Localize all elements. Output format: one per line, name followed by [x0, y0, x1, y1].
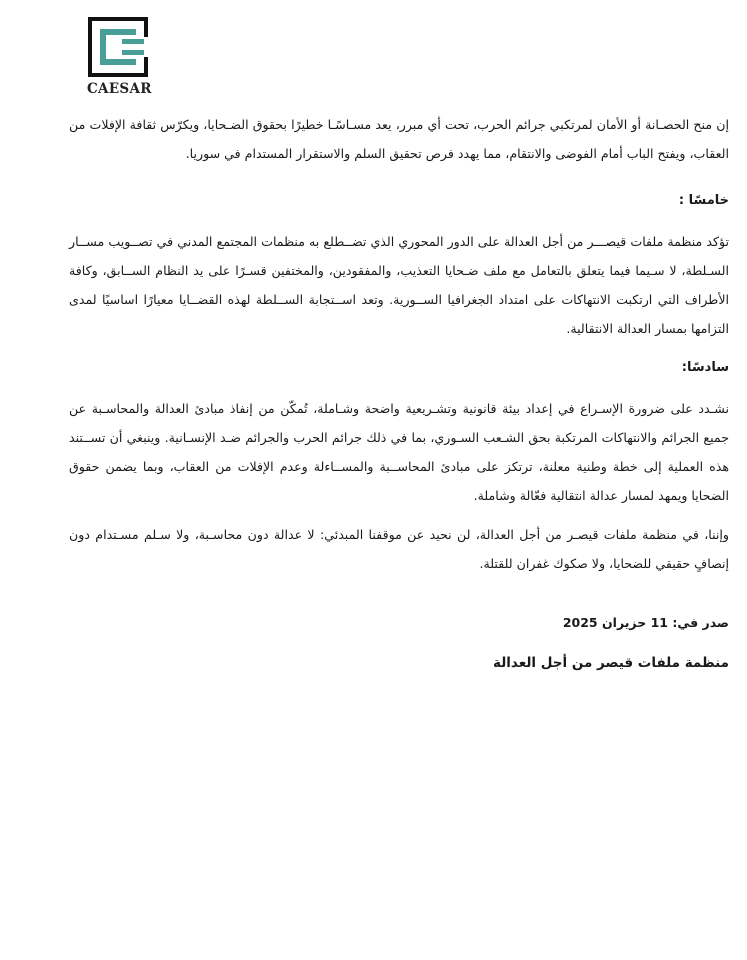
- signature: منظمة ملفات قيصر من أجل العدالة: [493, 655, 729, 671]
- section-6-body: نشـدد على ضرورة الإسـراع في إعداد بيئة قانونية وتشـريعية واضحة وشـاملة، تُمكّن من إنفاذ مبادئ العدالة والمحاسـبة عن جميع الجرائم والانتهاكات المرتكبة بحق الشـعب السـوري، بما في ذلك جرائم الحرب والجرائم ضـد الإنسـانية. وينبغي أن تســتند هذه العملية إلى خطة وطنية معلنة، ترتكز على مبادئ المحاســبة والمســاءلة وعدم الإفلات من العقاب، وبما يضمن حقوق الضحايا ويمهد لمسار عدالة انتقالية فعّالة وشاملة.: [69, 401, 729, 503]
- logo-letter-c: [100, 29, 136, 65]
- logo-frame-right-top: [144, 17, 148, 37]
- logo-bar-top: [122, 39, 144, 44]
- logo-frame-right-bottom: [144, 57, 148, 77]
- document-body: [69, 110, 729, 678]
- logo-wordmark: CAESAR: [87, 81, 152, 97]
- issue-date: صدر في: 11 حزيران 2025: [562, 615, 729, 630]
- section-6-heading: سادسًا:: [681, 360, 729, 375]
- section-5-body: تؤكد منظمة ملفات قيصـــر من أجل العدالة على الدور المحوري الذي تضــطلع به منظمات المجتمع المدني في تصــويب مســار السـلطة، لا سـيما فيما يتعلق بالتعامل مع ملف ضـحايا التعذيب، والمفقودين، والمختفين قسـرًا على يد النظام الســابق، وكافة الأطراف التي ارتكبت الانتهاكات على امتداد الجغرافيا الســورية. وتعد اســتجابة الســلطة لهذه القضــايا معيارًا اساسيًا لمدى التزامها بمسار العدالة الانتقالية.: [69, 234, 729, 336]
- logo-bar-bottom: [122, 50, 144, 55]
- intro-paragraph: إن منح الحصـانة أو الأمان لمرتكبي جرائم الحرب، تحت أي مبرر، يعد مسـاسًـا خطيرًا بحقوق الضـحايا، ويكرّس ثقافة الإفلات من العقاب، ويفتح الباب أمام الفوضى والانتقام، مما يهدد فرص تحقيق السلم والاستقرار المستدام في سوريا.: [69, 117, 729, 161]
- logo-mark-icon: [88, 17, 148, 77]
- caesar-logo: [88, 17, 150, 97]
- section-5-heading: خامسًا :: [678, 193, 729, 208]
- closing-paragraph: وإننا، في منظمة ملفات قيصـر من أجل العدالة، لن نحيد عن موقفنا المبدئي: لا عدالة دون محاسـبة، ولا سـلم مسـتدام دون إنصافٍ حقيقي للضحايا، ولا صكوك غفران للقتلة.: [69, 527, 729, 571]
